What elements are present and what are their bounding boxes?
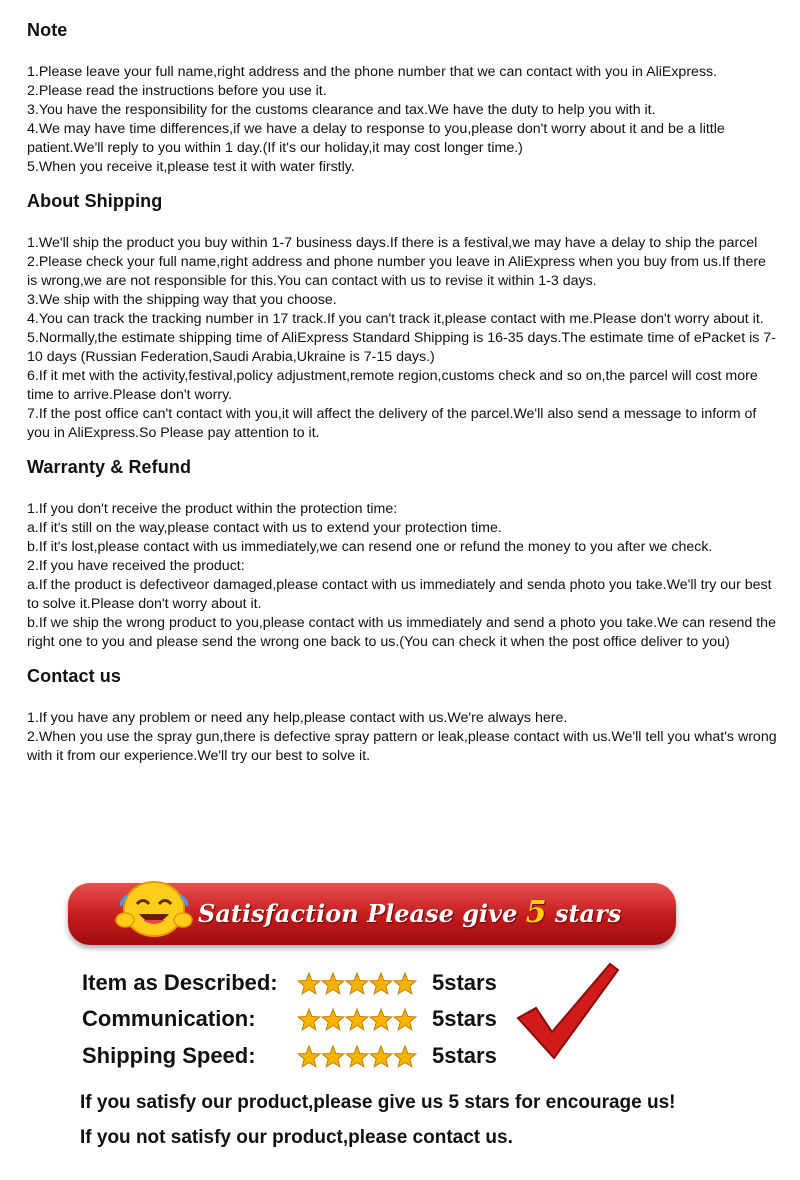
- five-stars-icon: [297, 1045, 419, 1069]
- star-icon: [394, 1009, 416, 1030]
- star-icon: [346, 973, 368, 994]
- warranty-line: 1.If you don't receive the product within the protection time:: [27, 501, 398, 517]
- warranty-section: [27, 457, 780, 652]
- rating-label: Item as Described:: [82, 970, 278, 995]
- shipping-line: 1.We'll ship the product you buy within 1-7 business days.If there is a festival,we may have a delay to ship the parcel: [27, 235, 758, 251]
- warranty-line: b.If we ship the wrong product to you,please contact with us immediately and send a photo you take.We can resend the right one to you and please send the wrong one back to us.(You can check it when the post office deliver to you): [27, 615, 776, 650]
- footer-line-satisfy: If you satisfy our product,please give us 5 stars for encourage us!: [80, 1092, 676, 1113]
- shipping-line: 2.Please check your full name,right address and phone number you leave in AliExpress when you buy from us.If there is wrong,we are not responsible for this.You can contact with us to revise it within 1-3 days.: [27, 254, 766, 289]
- contact-section: [27, 666, 780, 766]
- star-icon: [298, 1046, 320, 1067]
- star-icon: [370, 973, 392, 994]
- shipping-line: 5.Normally,the estimate shipping time of AliExpress Standard Shipping is 16-35 days.The estimate time of ePacket is 7-10 days (Russian Federation,Saudi Arabia,Ukraine is 7-15 days.): [27, 330, 776, 365]
- warranty-line: b.If it's lost,please contact with us immediately,we can resend one or refund the money to you after we check.: [27, 539, 713, 555]
- banner-number: 5: [525, 895, 547, 930]
- note-line: 2.Please read the instructions before you use it.: [27, 83, 327, 99]
- laughing-face-icon: [113, 874, 195, 940]
- star-icon: [298, 1009, 320, 1030]
- shipping-line: 6.If it met with the activity,festival,policy adjustment,remote region,customs check and so on,the parcel will cost more time to arrive.Please don't worry.: [27, 368, 758, 403]
- star-icon: [322, 1009, 344, 1030]
- footer-line-not-satisfy: If you not satisfy our product,please contact us.: [80, 1127, 513, 1148]
- note-section: [27, 20, 780, 177]
- note-line: 4.We may have time differences,if we have a delay to response to you,please don't worry about it and be a little patient.We'll reply to you within 1 day.(If it's our holiday,it may cost longer time.): [27, 121, 725, 156]
- banner-text-after: stars: [554, 899, 622, 928]
- warranty-line: 2.If you have received the product:: [27, 558, 245, 574]
- warranty-line: a.If the product is defectiveor damaged,please contact with us immediately and senda photo you take.We'll try our best to solve it.Please don't worry about it.: [27, 577, 772, 612]
- red-checkmark-icon: [510, 960, 620, 1060]
- star-icon: [322, 973, 344, 994]
- note-line: 3.You have the responsibility for the customs clearance and tax.We have the duty to help you with it.: [27, 102, 656, 118]
- shipping-line: 3.We ship with the shipping way that you choose.: [27, 292, 337, 308]
- warranty-heading: Warranty & Refund: [27, 457, 192, 477]
- banner-text-before: Satisfaction Please give: [198, 899, 518, 928]
- note-heading: Note: [27, 20, 68, 40]
- star-icon: [370, 1009, 392, 1030]
- rating-value: 5stars: [432, 1006, 497, 1031]
- shipping-section: [27, 191, 780, 443]
- warranty-line: a.If it's still on the way,please contact with us to extend your protection time.: [27, 520, 502, 536]
- contact-line: 1.If you have any problem or need any help,please contact with us.We're always here.: [27, 710, 568, 726]
- star-icon: [346, 1046, 368, 1067]
- star-icon: [370, 1046, 392, 1067]
- rating-label: Communication:: [82, 1006, 256, 1031]
- shipping-line: 7.If the post office can't contact with you,it will affect the delivery of the parcel.We'll also send a message to inform of you in AliExpress.So Please pay attention to it.: [27, 406, 757, 441]
- banner-text: [198, 895, 621, 930]
- five-stars-icon: [297, 1008, 419, 1032]
- rating-value: 5stars: [432, 1043, 497, 1068]
- star-icon: [322, 1046, 344, 1067]
- shipping-line: 4.You can track the tracking number in 17 track.If you can't track it,please contact with me.Please don't worry about it.: [27, 311, 764, 327]
- feedback-graphic: [0, 870, 800, 1180]
- star-icon: [394, 1046, 416, 1067]
- note-line: 5.When you receive it,please test it with water firstly.: [27, 159, 355, 175]
- rating-value: 5stars: [432, 970, 497, 995]
- note-line: 1.Please leave your full name,right address and the phone number that we can contact with you in AliExpress.: [27, 64, 718, 80]
- five-stars-icon: [297, 972, 419, 996]
- rating-label: Shipping Speed:: [82, 1043, 256, 1068]
- star-icon: [298, 973, 320, 994]
- contact-heading: Contact us: [27, 666, 122, 686]
- shipping-heading: About Shipping: [27, 191, 163, 211]
- contact-line: 2.When you use the spray gun,there is defective spray pattern or leak,please contact with us.We'll tell you what's wrong with it from our experience.We'll try our best to solve it.: [27, 729, 777, 764]
- star-icon: [394, 973, 416, 994]
- star-icon: [346, 1009, 368, 1030]
